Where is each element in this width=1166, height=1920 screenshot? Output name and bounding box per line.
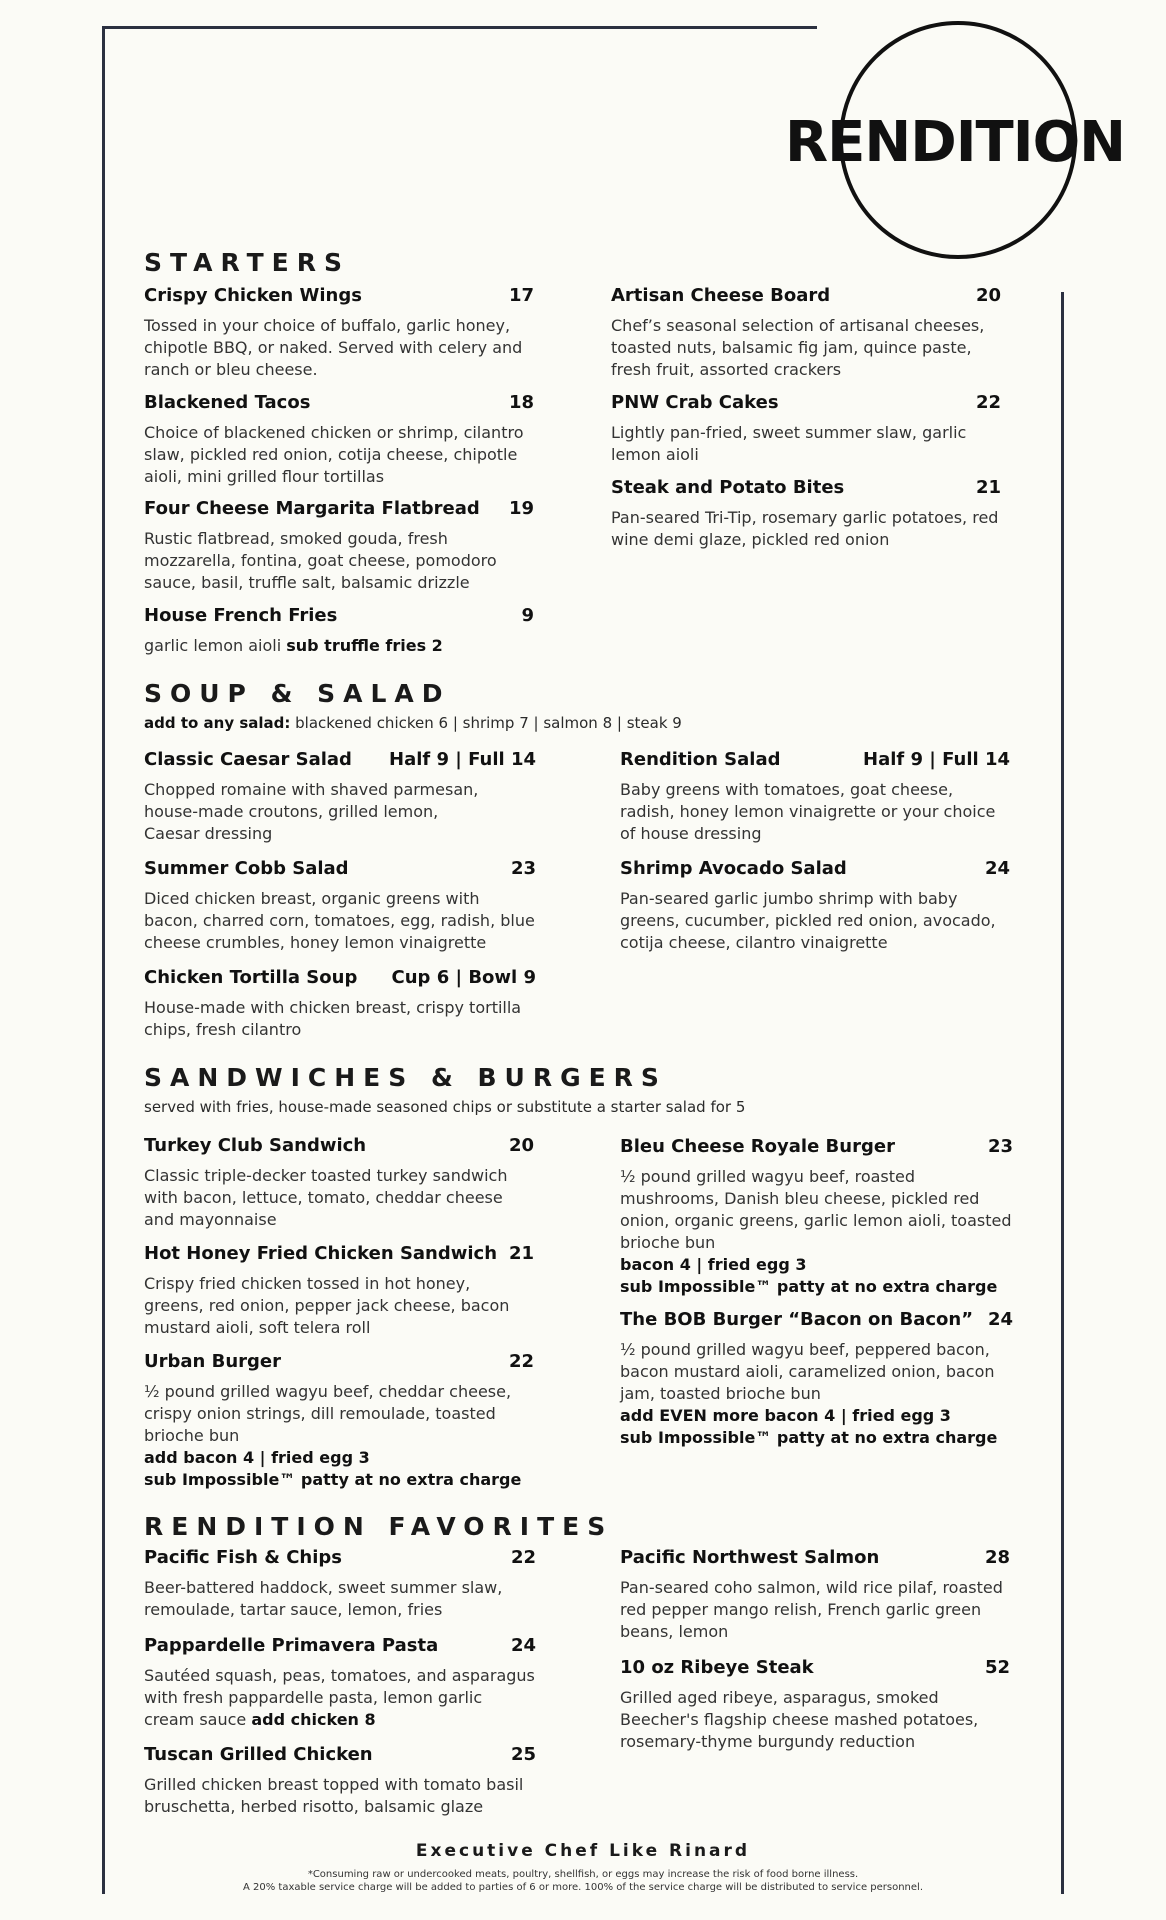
item-price: 52 [984,1657,1010,1678]
menu-item [144,605,534,657]
menu-item [620,1657,1010,1753]
item-description: Choice of blackened chicken or shrimp, cilantro slaw, pickled red onion, cotija cheese, chipotle aioli, mini grilled flour tortillas [144,423,524,486]
menu-item [144,1744,536,1818]
item-description: Beer-battered haddock, sweet summer slaw, remoulade, tartar sauce, lemon, fries [144,1578,503,1619]
item-description: Grilled aged ribeye, asparagus, smoked Beecher's flagship cheese mashed potatoes, rosemary-thyme burgundy reduction [620,1688,979,1751]
menu-item [144,858,536,954]
item-name: Tuscan Grilled Chicken [144,1744,373,1765]
item-price: 24 [510,1635,536,1656]
menu-item [144,498,534,594]
item-description: Diced chicken breast, organic greens with bacon, charred corn, tomatoes, egg, radish, blue cheese crumbles, honey lemon vinaigrette [144,889,535,952]
item-description: Lightly pan-fried, sweet summer slaw, garlic lemon aioli [611,423,967,464]
menu-item [144,392,534,488]
item-addons: add bacon 4 | fried egg 3 [144,1448,370,1467]
item-addon: add chicken 8 [251,1710,376,1729]
frame-right-border [1061,292,1064,1894]
item-description: Crispy fried chicken tossed in hot honey, greens, red onion, pepper jack cheese, bacon mustard aioli, soft telera roll [144,1274,510,1337]
note-text: blackened chicken 6 | shrimp 7 | salmon 8 | steak 9 [295,714,682,732]
frame-left-border [102,26,105,1894]
item-price: 19 [508,498,534,519]
sandwich-sides-note: served with fries, house-made seasoned chips or substitute a starter salad for 5 [144,1098,746,1116]
item-price: 17 [508,285,534,306]
menu-item [620,749,1010,845]
menu-item [144,967,536,1041]
item-addons: bacon 4 | fried egg 3 [620,1255,807,1274]
salad-addons-note [144,714,682,732]
frame-top-border [102,26,817,29]
item-name: Shrimp Avocado Salad [620,858,847,879]
item-substitution: sub Impossible™ patty at no extra charge [620,1428,998,1447]
item-description: ½ pound grilled wagyu beef, cheddar cheese, crispy onion strings, dill remoulade, toasted brioche bun [144,1382,512,1445]
menu-item [144,749,536,845]
item-name: Chicken Tortilla Soup [144,967,358,988]
item-name: Classic Caesar Salad [144,749,352,770]
item-price: 25 [510,1744,536,1765]
item-price: 18 [508,392,534,413]
item-price: Cup 6 | Bowl 9 [391,967,536,988]
executive-chef-credit: Executive Chef Like Rinard [415,1841,751,1861]
item-name: Artisan Cheese Board [611,285,831,306]
item-name: Summer Cobb Salad [144,858,349,879]
item-substitution: sub Impossible™ patty at no extra charge [620,1277,998,1296]
item-price: 21 [508,1243,534,1264]
menu-item [620,1309,1013,1449]
menu-item [144,1243,534,1339]
item-name: PNW Crab Cakes [611,392,779,413]
item-price: 20 [508,1135,534,1156]
item-price: Half 9 | Full 14 [863,749,1010,770]
note-label: add to any salad: [144,714,291,732]
item-name: Blackened Tacos [144,392,311,413]
item-name: Pacific Fish & Chips [144,1547,342,1568]
item-description: ½ pound grilled wagyu beef, roasted mushrooms, Danish bleu cheese, pickled red onion, organic greens, garlic lemon aioli, toasted brioche bun [620,1167,1012,1252]
section-title-soup-salad: SOUP & SALAD [144,679,451,708]
item-description: Sautéed squash, peas, tomatoes, and asparagus with fresh pappardelle pasta, lemon garlic cream sauce [144,1666,535,1729]
item-name: Four Cheese Margarita Flatbread [144,498,480,519]
menu-item [620,1547,1010,1643]
menu-item [144,1351,534,1491]
item-description: Chopped romaine with shaved parmesan, house-made croutons, grilled lemon, Caesar dressing [144,780,479,843]
item-price: 24 [984,858,1010,879]
item-description: Grilled chicken breast topped with tomato basil bruschetta, herbed risotto, balsamic glaze [144,1775,524,1816]
item-name: Bleu Cheese Royale Burger [620,1136,895,1157]
item-price: 22 [510,1547,536,1568]
item-description: garlic lemon aioli [144,636,282,655]
item-description: Pan-seared coho salmon, wild rice pilaf, roasted red pepper mango relish, French garlic green beans, lemon [620,1578,1003,1641]
item-name: Crispy Chicken Wings [144,285,362,306]
section-title-starters: STARTERS [144,248,350,277]
menu-item [144,1547,536,1621]
item-name: 10 oz Ribeye Steak [620,1657,814,1678]
menu-item [611,392,1001,466]
section-title-rendition-favorites: RENDITION FAVORITES [144,1512,614,1541]
item-addons: add EVEN more bacon 4 | fried egg 3 [620,1406,951,1425]
item-description: Tossed in your choice of buffalo, garlic honey, chipotle BBQ, or naked. Served with celery and ranch or bleu cheese. [144,316,523,379]
item-name: Hot Honey Fried Chicken Sandwich [144,1243,498,1264]
menu-item [144,1135,534,1231]
raw-food-disclaimer: *Consuming raw or undercooked meats, poultry, shellfish, or eggs may increase the risk of food borne illness. [307,1869,859,1880]
menu-item [144,285,534,381]
menu-item [620,1136,1013,1298]
item-price: 9 [521,605,534,626]
menu-item [620,858,1010,954]
item-description: House-made with chicken breast, crispy tortilla chips, fresh cilantro [144,998,522,1039]
item-description: Chef’s seasonal selection of artisanal cheeses, toasted nuts, balsamic fig jam, quince paste, fresh fruit, assorted crackers [611,316,985,379]
item-name: Pacific Northwest Salmon [620,1547,880,1568]
item-price: 22 [508,1351,534,1372]
item-description: Rustic flatbread, smoked gouda, fresh mozzarella, fontina, goat cheese, pomodoro sauce, basil, truffle salt, balsamic drizzle [144,529,497,592]
logo-wordmark: RENDITION [784,110,1126,175]
item-description: Pan-seared garlic jumbo shrimp with baby greens, cucumber, pickled red onion, avocado, cotija cheese, cilantro vinaigrette [620,889,996,952]
item-price: 22 [975,392,1001,413]
item-name: Turkey Club Sandwich [144,1135,367,1156]
item-name: House French Fries [144,605,338,626]
item-name: Rendition Salad [620,749,781,770]
item-description: Baby greens with tomatoes, goat cheese, radish, honey lemon vinaigrette or your choice of house dressing [620,780,996,843]
item-name: Pappardelle Primavera Pasta [144,1635,439,1656]
service-charge-notice: A 20% taxable service charge will be added to parties of 6 or more. 100% of the service charge will be distributed to service personnel. [243,1882,923,1893]
item-substitution: sub Impossible™ patty at no extra charge [144,1470,522,1489]
item-upgrade: sub truffle fries 2 [286,636,443,655]
item-description: Classic triple-decker toasted turkey sandwich with bacon, lettuce, tomato, cheddar cheese and mayonnaise [144,1166,508,1229]
item-price: 20 [975,285,1001,306]
item-name: Urban Burger [144,1351,281,1372]
item-price: 23 [987,1136,1013,1157]
item-name: Steak and Potato Bites [611,477,845,498]
item-name: The BOB Burger “Bacon on Bacon” [620,1309,974,1330]
section-title-sandwiches-burgers: SANDWICHES & BURGERS [144,1063,667,1092]
item-price: 24 [987,1309,1013,1330]
item-price: 21 [975,477,1001,498]
item-description: ½ pound grilled wagyu beef, peppered bacon, bacon mustard aioli, caramelized onion, bacon jam, toasted brioche bun [620,1340,995,1403]
item-price: Half 9 | Full 14 [389,749,536,770]
item-price: 23 [510,858,536,879]
menu-item [611,285,1001,381]
rendition-logo [784,20,1126,260]
menu-item [611,477,1001,551]
menu-item [144,1635,536,1731]
item-description: Pan-seared Tri-Tip, rosemary garlic potatoes, red wine demi glaze, pickled red onion [611,508,999,549]
item-price: 28 [984,1547,1010,1568]
